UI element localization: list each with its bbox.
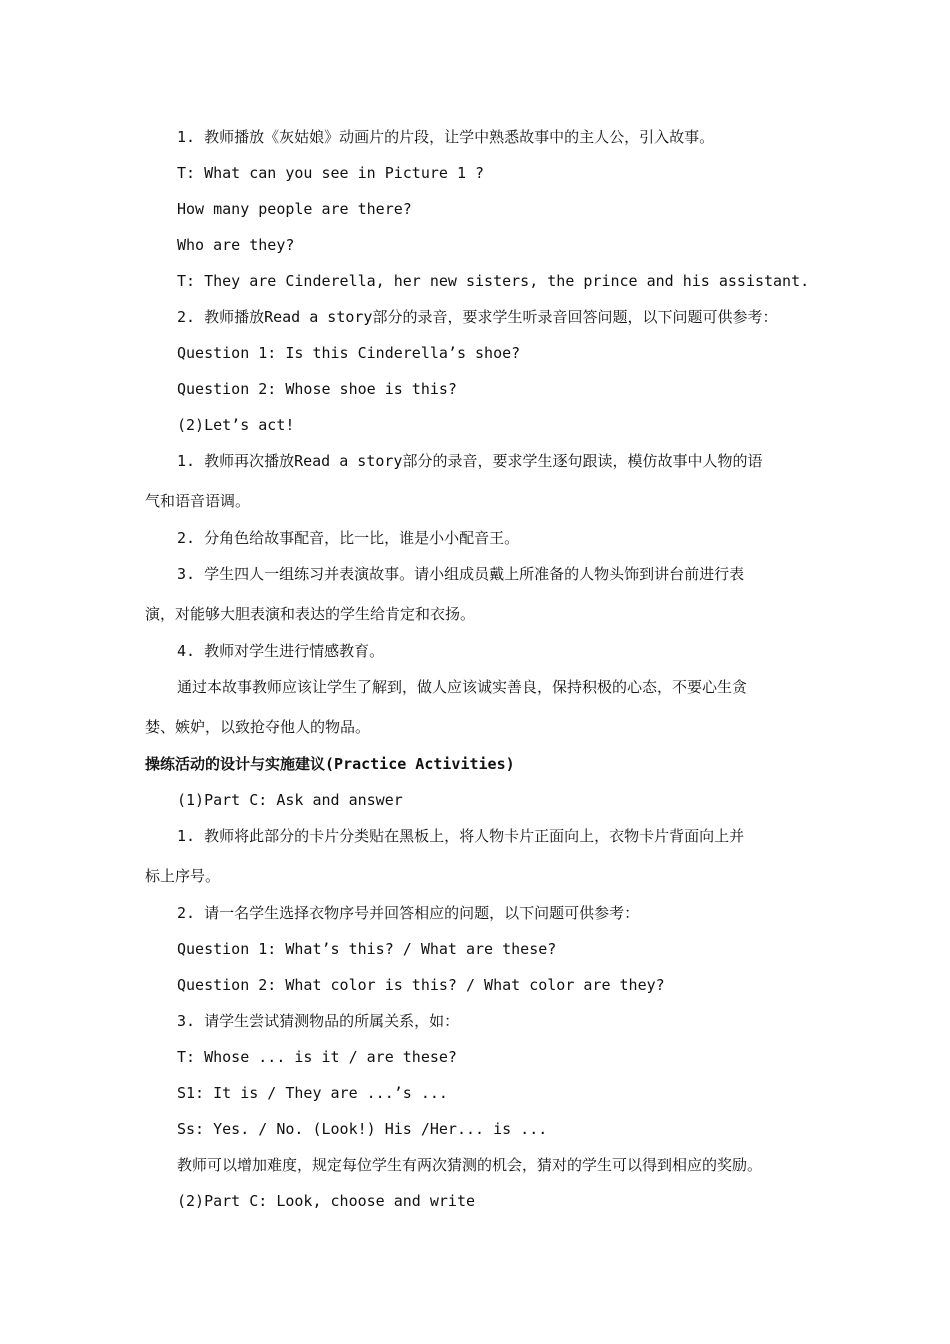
subsection-heading-lets-act: (2)Let’s act! [177, 416, 295, 434]
paragraph-step-2-play-recording: 2. 教师播放Read a story部分的录音，要求学生听录音回答问题，以下问题可供参考： [177, 308, 778, 326]
dialogue-line-ss-response: Ss: Yes. / No. (Look!) His /Her... is ... [177, 1120, 548, 1138]
dialogue-line-how-many-people: How many people are there? [177, 200, 412, 218]
paragraph-step-1-card-sorting: 1. 教师将此部分的卡片分类贴在黑板上，将人物卡片正面向上，衣物卡片背面向上并 [177, 827, 745, 845]
dialogue-line-what-can-you-see: T: What can you see in Picture 1 ? [177, 164, 485, 182]
paragraph-step-3-guess-ownership: 3. 请学生尝试猜测物品的所属关系，如： [177, 1012, 460, 1030]
paragraph-step-1-card-sorting-continued: 标上序号。 [145, 867, 221, 885]
question-1-whats-this: Question 1: What’s this? / What are these? [177, 940, 557, 958]
paragraph-step-1-play-clip: 1. 教师播放《灰姑娘》动画片的片段，让学中熟悉故事中的主人公，引入故事。 [177, 128, 715, 146]
paragraph-step-1-repeat-recording: 1. 教师再次播放Read a story部分的录音，要求学生逐句跟读，模仿故事中人物的语 [177, 452, 763, 470]
question-1-cinderella-shoe: Question 1: Is this Cinderella’s shoe? [177, 344, 521, 362]
dialogue-line-whose-is-it: T: Whose ... is it / are these? [177, 1048, 457, 1066]
subsection-heading-part-c-look-choose-write: (2)Part C: Look, choose and write [177, 1192, 476, 1210]
subsection-heading-part-c-ask-answer: (1)Part C: Ask and answer [177, 791, 403, 809]
dialogue-line-they-are-cinderella: T: They are Cinderella, her new sisters, the prince and his assistant. [177, 272, 810, 290]
paragraph-step-2-role-dubbing: 2. 分角色给故事配音，比一比，谁是小小配音王。 [177, 529, 520, 547]
paragraph-story-moral-continued: 婪、嫉妒，以致抢夺他人的物品。 [145, 718, 371, 736]
section-heading-practice-activities: 操练活动的设计与实施建议(Practice Activities) [145, 755, 515, 773]
paragraph-step-2-choose-clothing: 2. 请一名学生选择衣物序号并回答相应的问题，以下问题可供参考： [177, 904, 640, 922]
question-2-what-color: Question 2: What color is this? / What color are they? [177, 976, 665, 994]
paragraph-step-3-group-acting: 3. 学生四人一组练习并表演故事。请小组成员戴上所准备的人物头饰到讲台前进行表 [177, 565, 745, 583]
paragraph-step-4-emotional-education: 4. 教师对学生进行情感教育。 [177, 642, 385, 660]
paragraph-step-1-continued: 气和语音语调。 [145, 492, 251, 510]
question-2-whose-shoe: Question 2: Whose shoe is this? [177, 380, 457, 398]
paragraph-step-3-continued: 演，对能够大胆表演和表达的学生给肯定和衣扬。 [145, 605, 476, 623]
dialogue-line-s1-answer: S1: It is / They are ...’s ... [177, 1084, 448, 1102]
dialogue-line-who-are-they: Who are they? [177, 236, 295, 254]
paragraph-increase-difficulty: 教师可以增加难度，规定每位学生有两次猜测的机会，猜对的学生可以得到相应的奖励。 [177, 1156, 763, 1174]
paragraph-story-moral: 通过本故事教师应该让学生了解到，做人应该诚实善良，保持积极的心态，不要心生贪 [177, 678, 748, 696]
